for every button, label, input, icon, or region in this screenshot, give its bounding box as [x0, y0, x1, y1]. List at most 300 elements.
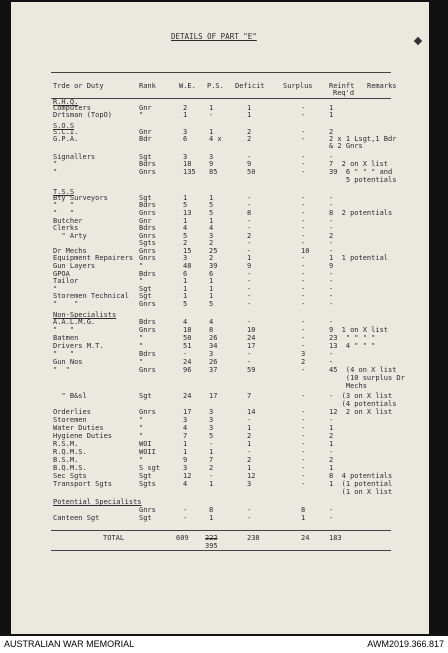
cell-def: 2	[247, 456, 252, 464]
cell-trade: Dr Mechs	[53, 247, 87, 255]
cell-we: 48	[183, 262, 192, 270]
cell-trade: Computers	[53, 104, 91, 112]
cell-ps: 8	[209, 326, 214, 334]
cell-def: 1	[247, 111, 252, 119]
cell-rein: -	[329, 358, 334, 366]
cell-we: 1	[183, 292, 188, 300]
cell-def: 9	[247, 262, 252, 270]
header-reqd: Req'd	[333, 89, 355, 97]
cell-def: -	[247, 201, 252, 209]
cell-we: 5	[183, 232, 188, 240]
cell-rein: (1 on X list	[329, 488, 393, 496]
cell-ps: 6	[209, 270, 214, 278]
cell-sur: -	[301, 135, 306, 143]
cell-rank: Bdrs	[139, 224, 156, 232]
cell-trade: Hygiene Duties	[53, 432, 113, 440]
cell-ps: -	[209, 111, 214, 119]
cell-rank: "	[139, 432, 144, 440]
cell-ps: 17	[209, 392, 218, 400]
cell-trade: Butcher	[53, 217, 83, 225]
cell-trade: Canteen Sgt	[53, 514, 100, 522]
cell-ps: 37	[209, 366, 218, 374]
cell-we: 24	[183, 358, 192, 366]
cell-we: 5	[183, 201, 188, 209]
cell-rein: -	[329, 318, 334, 326]
cell-trade: Transport Sgts	[53, 480, 113, 488]
cell-def: 1	[247, 104, 252, 112]
cell-rein: -	[329, 270, 334, 278]
cell-we: 4	[183, 318, 188, 326]
cell-ps: 26	[209, 358, 218, 366]
cell-def: 1	[247, 440, 252, 448]
footer-credit: AUSTRALIAN WAR MEMORIAL	[4, 639, 135, 649]
cell-def: 1	[247, 424, 252, 432]
cell-we: 17	[183, 408, 192, 416]
total-surplus: 24	[301, 534, 310, 542]
cell-rein: -	[329, 201, 334, 209]
cell-we: 18	[183, 326, 192, 334]
cell-sur: -	[301, 318, 306, 326]
cell-sur: -	[301, 292, 306, 300]
cell-rein: -	[329, 239, 334, 247]
cell-we: 3	[183, 416, 188, 424]
cell-we: 4	[183, 224, 188, 232]
cell-def: -	[247, 514, 252, 522]
cell-trade: "	[53, 285, 58, 293]
cell-rank: S sgt	[139, 464, 161, 472]
header-rank: Rank	[139, 82, 156, 90]
total-rule-top	[51, 530, 391, 531]
cell-sur: -	[301, 392, 306, 400]
cell-we: -	[183, 514, 188, 522]
cell-we: 3	[183, 153, 188, 161]
cell-rein: 1	[329, 440, 334, 448]
cell-rein: 9 1 on X list	[329, 326, 389, 334]
cell-trade: Storemen Technical	[53, 292, 129, 300]
cell-sur: -	[301, 448, 306, 456]
cell-sur: -	[301, 153, 306, 161]
cell-sur: -	[301, 104, 306, 112]
cell-rein: 5 potentials	[329, 176, 397, 184]
cell-rein: -	[329, 292, 334, 300]
cell-we: 15	[183, 247, 192, 255]
cell-sur: -	[301, 342, 306, 350]
cell-sur: -	[301, 224, 306, 232]
cell-rein: 1 1 potential	[329, 254, 389, 262]
cell-rank: Gnrs	[139, 506, 156, 514]
cell-def: 2	[247, 232, 252, 240]
total-deficit: 238	[247, 534, 260, 542]
cell-sur: -	[301, 326, 306, 334]
footer-accession: AWM2019.366.817	[367, 639, 444, 649]
cell-ps: 8	[209, 506, 214, 514]
cell-rein: 2 x 1 Lsgt,1 Bdr	[329, 135, 397, 143]
cell-def: -	[247, 285, 252, 293]
cell-ps: 1	[209, 128, 214, 136]
cell-rein: 1	[329, 111, 334, 119]
cell-we: 96	[183, 366, 192, 374]
cell-ps: 5	[209, 300, 214, 308]
cell-trade: Tailor	[53, 277, 79, 285]
cell-ps: 5	[209, 209, 214, 217]
cell-sur: -	[301, 209, 306, 217]
cell-sur: 10	[301, 247, 310, 255]
cell-def: -	[247, 506, 252, 514]
cell-rein: 1 (1 potential	[329, 480, 393, 488]
cell-def: -	[247, 292, 252, 300]
cell-we: 2	[183, 239, 188, 247]
cell-rank: "	[139, 342, 144, 350]
cell-rank: Gnrs	[139, 366, 156, 374]
cell-rein: 23 " " " "	[329, 334, 376, 342]
cell-we: 3	[183, 254, 188, 262]
cell-rank: Bdrs	[139, 201, 156, 209]
cell-rein: 12 2 on X list	[329, 408, 393, 416]
cell-sur: -	[301, 424, 306, 432]
cell-rank: Gnr	[139, 104, 152, 112]
cell-ps: 2	[209, 254, 214, 262]
cell-we: 1	[183, 194, 188, 202]
cell-trade: " Arty	[53, 232, 87, 240]
cell-rein: -	[329, 247, 334, 255]
cell-rein: 45 (4 on X list	[329, 366, 397, 374]
cell-ps: 5	[209, 432, 214, 440]
cell-rank: Gnrs	[139, 209, 156, 217]
cell-trade: " "	[53, 326, 75, 334]
cell-def: -	[247, 153, 252, 161]
cell-rank: Bdrs	[139, 270, 156, 278]
cell-trade: R.S.M.	[53, 440, 79, 448]
cell-trade: " "	[53, 350, 75, 358]
cell-trade: "	[53, 168, 58, 176]
cell-trade: Storemen	[53, 416, 87, 424]
cell-rein: 2	[329, 432, 334, 440]
section-heading: S.O.S	[53, 122, 75, 130]
cell-sur: -	[301, 432, 306, 440]
cell-rein: 2	[329, 456, 334, 464]
cell-sur: -	[301, 285, 306, 293]
cell-we: 4	[183, 480, 188, 488]
document-title: DETAILS OF PART "E"	[171, 32, 257, 41]
cell-ps: 7	[209, 456, 214, 464]
cell-rein: 8 2 potentials	[329, 209, 393, 217]
cell-ps: 25	[209, 247, 218, 255]
cell-sur: -	[301, 111, 306, 119]
cell-rank: WOI	[139, 440, 152, 448]
cell-sur: -	[301, 416, 306, 424]
cell-sur: 1	[301, 514, 306, 522]
header-we: W.E.	[179, 82, 196, 90]
cell-def: 50	[247, 168, 256, 176]
cell-rein: -	[329, 217, 334, 225]
cell-rein: 13 4 " " "	[329, 342, 376, 350]
cell-sur: -	[301, 239, 306, 247]
cell-ps: 1	[209, 217, 214, 225]
cell-rank: Sgt	[139, 514, 152, 522]
total-we: 609	[176, 534, 189, 542]
cell-sur: 3	[301, 350, 306, 358]
cell-rank: "	[139, 111, 144, 119]
cell-rein: 2	[329, 232, 334, 240]
cell-ps: 3	[209, 350, 214, 358]
cell-ps: 3	[209, 424, 214, 432]
cell-trade: G.P.A.	[53, 135, 79, 143]
total-ps-struck: 222	[205, 534, 218, 542]
cell-trade: " "	[53, 209, 75, 217]
cell-we: 1	[183, 277, 188, 285]
cell-sur: -	[301, 277, 306, 285]
cell-rein: - (3 on X list	[329, 392, 393, 400]
cell-we: 1	[183, 111, 188, 119]
cell-ps: 26	[209, 334, 218, 342]
cell-sur: -	[301, 254, 306, 262]
cell-rank: Gnrs	[139, 232, 156, 240]
cell-ps: 2	[209, 464, 214, 472]
cell-trade: " "	[53, 201, 75, 209]
cell-sur: -	[301, 168, 306, 176]
cell-rein: Mechs	[329, 382, 367, 390]
cell-trade: Bty Surveyors	[53, 194, 108, 202]
header-remarks: Remarks	[367, 82, 397, 90]
section-heading: R.H.Q.	[53, 98, 79, 106]
cell-def: 24	[247, 334, 256, 342]
cell-rank: WOII	[139, 448, 156, 456]
cell-ps: 34	[209, 342, 218, 350]
cell-sur: -	[301, 456, 306, 464]
cell-we: 6	[183, 135, 188, 143]
header-surplus: Surplus	[283, 82, 313, 90]
cell-trade: Drivers M.T.	[53, 342, 104, 350]
cell-sur: -	[301, 201, 306, 209]
cell-def: 2	[247, 135, 252, 143]
cell-rank: Gnrs	[139, 300, 156, 308]
cell-trade: R.Q.M.S.	[53, 448, 87, 456]
cell-rank: "	[139, 334, 144, 342]
cell-def: -	[247, 247, 252, 255]
cell-ps: 1	[209, 104, 214, 112]
cell-sur: -	[301, 232, 306, 240]
cell-we: 3	[183, 128, 188, 136]
cell-sur: 8	[301, 506, 306, 514]
cell-rank: Sgt	[139, 292, 152, 300]
cell-sur: -	[301, 217, 306, 225]
cell-trade: B.S.M.	[53, 456, 79, 464]
cell-trade: Batmen	[53, 334, 79, 342]
cell-rank: Gnrs	[139, 254, 156, 262]
cell-trade: " B&sl	[53, 392, 87, 400]
cell-trade: " "	[53, 300, 79, 308]
cell-ps: 3	[209, 408, 214, 416]
cell-we: 6	[183, 270, 188, 278]
cell-we: 1	[183, 440, 188, 448]
cell-def: -	[247, 194, 252, 202]
cell-sur: -	[301, 464, 306, 472]
footer-bar	[0, 636, 448, 653]
cell-ps: 3	[209, 153, 214, 161]
section-heading: Non-Specialists	[53, 311, 117, 319]
cell-trade: GPOA	[53, 270, 70, 278]
cell-trade: B.Q.M.S.	[53, 464, 87, 472]
cell-def: 10	[247, 326, 256, 334]
cell-rank: Gnrs	[139, 326, 156, 334]
cell-rank: "	[139, 358, 144, 366]
cell-def: -	[247, 416, 252, 424]
header-deficit: Deficit	[235, 82, 265, 90]
cell-def: 3	[247, 480, 252, 488]
pencil-mark	[414, 37, 422, 45]
cell-we: 24	[183, 392, 192, 400]
cell-we: 1	[183, 217, 188, 225]
cell-rein: 1	[329, 464, 334, 472]
header-rule-bottom	[51, 98, 391, 99]
cell-we: -	[183, 350, 188, 358]
cell-we: 18	[183, 160, 192, 168]
cell-we: 13	[183, 209, 192, 217]
cell-def: 1	[247, 464, 252, 472]
cell-trade: Gun Layers	[53, 262, 96, 270]
cell-ps: 39	[209, 262, 218, 270]
section-heading: T.S.S	[53, 188, 75, 196]
cell-rein: (4 potentials	[329, 400, 397, 408]
cell-trade: Sec Sgts	[53, 472, 87, 480]
cell-sur: -	[301, 160, 306, 168]
cell-rank: Bdrs	[139, 318, 156, 326]
cell-rein: 8 4 potentials	[329, 472, 393, 480]
cell-sur: -	[301, 262, 306, 270]
cell-rank: Sgt	[139, 285, 152, 293]
cell-rein: -	[329, 448, 334, 456]
cell-we: 50	[183, 334, 192, 342]
cell-we: 5	[183, 300, 188, 308]
header-ps: P.S.	[207, 82, 224, 90]
cell-rank: "	[139, 416, 144, 424]
cell-we: 12	[183, 472, 192, 480]
cell-we: 2	[183, 104, 188, 112]
cell-rein: -	[329, 224, 334, 232]
cell-sur: -	[301, 270, 306, 278]
cell-trade: Equipment Repairers	[53, 254, 134, 262]
cell-trade: Clerks	[53, 224, 79, 232]
cell-rank: Gnrs	[139, 168, 156, 176]
cell-we: 9	[183, 456, 188, 464]
cell-ps: 85	[209, 168, 218, 176]
cell-we: 7	[183, 432, 188, 440]
cell-rein: 7 2 on X list	[329, 160, 389, 168]
header-reinft: Reinft	[329, 82, 355, 90]
cell-we: 4	[183, 424, 188, 432]
total-rule-bottom	[51, 550, 391, 551]
header-trade: Trde or Duty	[53, 82, 104, 90]
cell-trade: Water Duties	[53, 424, 104, 432]
cell-trade: "	[53, 160, 58, 168]
cell-def: -	[247, 350, 252, 358]
cell-rank: "	[139, 456, 144, 464]
cell-we: 51	[183, 342, 192, 350]
cell-trade: Gun Nos	[53, 358, 83, 366]
cell-def: 2	[247, 128, 252, 136]
cell-rein: -	[329, 506, 334, 514]
cell-rank: "	[139, 262, 144, 270]
cell-def: 8	[247, 209, 252, 217]
cell-ps: 1	[209, 448, 214, 456]
document-page	[11, 2, 429, 634]
total-reinft: 183	[329, 534, 342, 542]
cell-trade: A.A.L.M.G.	[53, 318, 96, 326]
section-heading: Potential Specialists	[53, 498, 142, 506]
cell-we: 1	[183, 448, 188, 456]
cell-rank: Sgt	[139, 194, 152, 202]
cell-sur: 2	[301, 358, 306, 366]
cell-sur: -	[301, 300, 306, 308]
cell-def: 59	[247, 366, 256, 374]
cell-rein: 39 6 " " " and	[329, 168, 393, 176]
cell-rein: -	[329, 416, 334, 424]
cell-rein: -	[329, 194, 334, 202]
cell-rein: & 2 Gnrs	[329, 142, 363, 150]
cell-rank: Gnr	[139, 128, 152, 136]
cell-we: -	[183, 506, 188, 514]
cell-def: 2	[247, 432, 252, 440]
cell-ps: 5	[209, 201, 214, 209]
cell-rein: -	[329, 514, 334, 522]
cell-def: -	[247, 300, 252, 308]
cell-rein: 1	[329, 424, 334, 432]
cell-ps: 4	[209, 224, 214, 232]
cell-we: 135	[183, 168, 196, 176]
cell-rank: Bdrs	[139, 350, 156, 358]
cell-def: -	[247, 270, 252, 278]
cell-rein: -	[329, 153, 334, 161]
cell-sur: -	[301, 472, 306, 480]
cell-def: -	[247, 217, 252, 225]
cell-ps: 3	[209, 232, 214, 240]
cell-trade: S.C.I.	[53, 128, 79, 136]
cell-rein: 1	[329, 104, 334, 112]
cell-def: 9	[247, 160, 252, 168]
cell-sur: -	[301, 366, 306, 374]
cell-rank: Gnrs	[139, 247, 156, 255]
cell-sur: -	[301, 480, 306, 488]
cell-trade: Drtsman (TopO)	[53, 111, 113, 119]
cell-rank: "	[139, 424, 144, 432]
cell-ps: 1	[209, 514, 214, 522]
cell-rein: 9	[329, 262, 334, 270]
cell-we: 3	[183, 464, 188, 472]
cell-sur: -	[301, 194, 306, 202]
cell-rank: Sgts	[139, 480, 156, 488]
cell-sur: -	[301, 334, 306, 342]
cell-rank: Gnr	[139, 217, 152, 225]
cell-rank: Sgt	[139, 472, 152, 480]
cell-ps: 1	[209, 480, 214, 488]
total-ps-corrected: 395	[205, 542, 218, 550]
cell-ps: -	[209, 440, 214, 448]
cell-rein: -	[329, 277, 334, 285]
cell-def: 1	[247, 254, 252, 262]
cell-we: 1	[183, 285, 188, 293]
cell-sur: -	[301, 128, 306, 136]
cell-trade: Orderlies	[53, 408, 91, 416]
cell-rein: -	[329, 350, 334, 358]
cell-ps: 1	[209, 194, 214, 202]
cell-def: -	[247, 224, 252, 232]
cell-rank: Bdr	[139, 135, 152, 143]
cell-def: -	[247, 448, 252, 456]
cell-sur: -	[301, 408, 306, 416]
cell-ps: 3	[209, 416, 214, 424]
cell-def: -	[247, 239, 252, 247]
total-label: TOTAL	[103, 534, 125, 542]
